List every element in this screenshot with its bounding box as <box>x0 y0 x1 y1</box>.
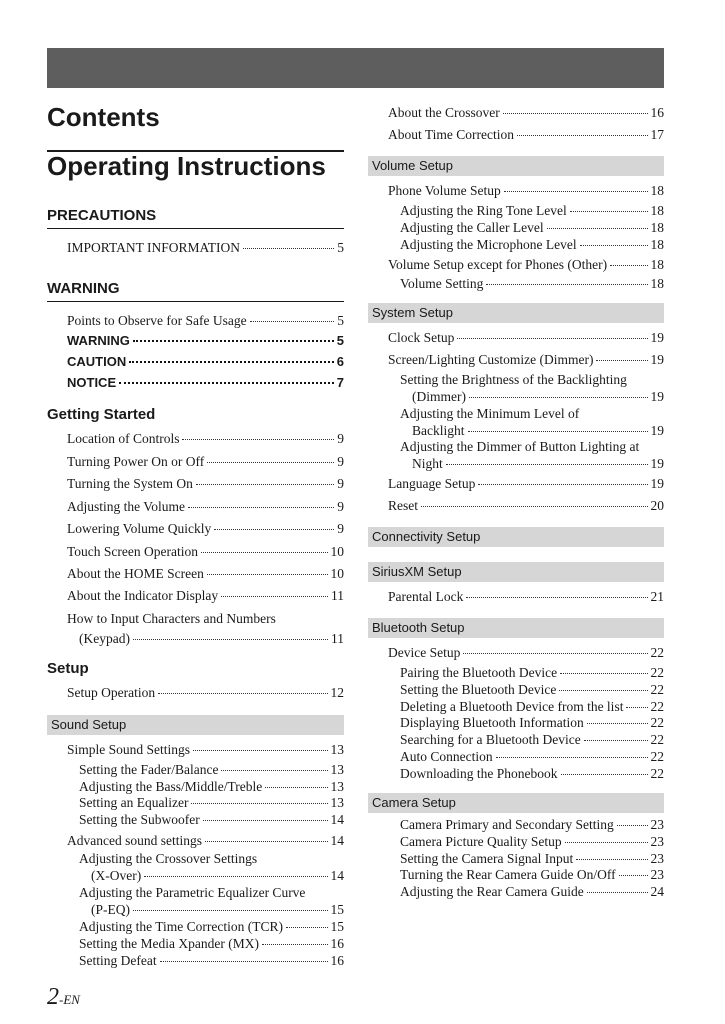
toc-entry-label: Device Setup <box>388 645 461 660</box>
leader-dots <box>584 740 648 741</box>
toc-entry-page: 5 <box>337 313 344 328</box>
leader-dots <box>596 360 647 361</box>
leader-dots <box>193 750 327 751</box>
toc-entry-page: 15 <box>330 919 344 934</box>
toc-entry[interactable] <box>412 423 664 439</box>
toc-entry-label[interactable]: How to Input Characters and Numbers <box>67 611 276 626</box>
toc-entry[interactable] <box>400 682 664 698</box>
toc-entry-page: 21 <box>650 589 664 604</box>
toc-entry-page: 6 <box>336 354 344 369</box>
toc-entry[interactable] <box>400 749 664 765</box>
toc-entry-page: 16 <box>330 953 344 968</box>
leader-dots <box>619 875 648 876</box>
toc-entry[interactable] <box>400 220 664 236</box>
toc-entry[interactable] <box>67 431 344 447</box>
leader-dots <box>561 774 648 775</box>
toc-entry-page: 12 <box>330 685 344 700</box>
leader-dots <box>205 841 328 842</box>
toc-entry-page: 23 <box>650 817 664 832</box>
toc-entry-page: 11 <box>331 588 344 603</box>
page-number-suffix: -EN <box>59 992 80 1007</box>
toc-entry-label: Points to Observe for Safe Usage <box>67 313 247 328</box>
toc-entry-page: 18 <box>650 276 664 291</box>
toc-entry-page: 10 <box>330 544 344 559</box>
section-rule <box>47 228 344 229</box>
toc-entry-label: CAUTION <box>67 354 127 369</box>
leader-dots <box>133 340 334 342</box>
leader-dots <box>201 552 327 553</box>
leader-dots <box>610 265 647 266</box>
leader-dots <box>570 211 648 212</box>
toc-entry-label: Screen/Lighting Customize (Dimmer) <box>388 352 594 367</box>
toc-entry[interactable] <box>67 742 344 758</box>
toc-entry-page: 13 <box>330 779 344 794</box>
section-rule <box>47 301 344 302</box>
toc-entry-label: Turning the System On <box>67 476 193 491</box>
leader-dots <box>119 382 334 384</box>
toc-entry-label[interactable]: Setting the Brightness of the Backlighting <box>400 372 627 387</box>
toc-entry-page: 13 <box>330 795 344 810</box>
page-number-value: 2 <box>47 984 59 1010</box>
toc-entry-label: Downloading the Phonebook <box>400 766 558 781</box>
toc-entry[interactable] <box>79 812 344 828</box>
leader-dots <box>587 892 648 893</box>
toc-entry-label: Night <box>412 456 443 471</box>
leader-dots <box>504 191 648 192</box>
toc-entry-page: 22 <box>650 766 664 781</box>
toc-entry[interactable] <box>67 833 344 849</box>
toc-entry-page: 19 <box>650 476 664 491</box>
leader-dots <box>250 321 335 322</box>
toc-entry-page: 22 <box>650 665 664 680</box>
toc-entry-page: 14 <box>330 833 344 848</box>
toc-entry-label: Touch Screen Operation <box>67 544 199 559</box>
toc-entry-page: 20 <box>650 498 664 513</box>
leader-dots <box>160 961 328 962</box>
leader-dots <box>576 859 647 860</box>
toc-entry[interactable] <box>400 203 664 219</box>
toc-entry-label: (Keypad) <box>79 631 130 646</box>
toc-entry-label: (Dimmer) <box>412 389 466 404</box>
toc-entry[interactable] <box>388 645 664 661</box>
toc-entry-label: WARNING <box>67 333 130 348</box>
toc-entry-label: Displaying Bluetooth Information <box>400 715 584 730</box>
toc-entry-label: Simple Sound Settings <box>67 742 191 757</box>
toc-entry-page: 19 <box>650 389 664 404</box>
leader-dots <box>565 842 648 843</box>
toc-entry[interactable] <box>388 352 664 368</box>
leader-dots <box>188 507 334 508</box>
toc-entry-page: 18 <box>650 257 664 272</box>
section-bar-camera-setup: Camera Setup <box>368 793 664 813</box>
toc-entry[interactable] <box>67 544 344 560</box>
leader-dots <box>466 597 647 598</box>
leader-dots <box>626 707 647 708</box>
toc-entry[interactable] <box>388 127 664 143</box>
toc-entry-page: 22 <box>650 749 664 764</box>
toc-entry[interactable] <box>388 498 664 514</box>
toc-entry-label: About the HOME Screen <box>67 566 204 581</box>
leader-dots <box>265 787 327 788</box>
leader-dots <box>207 462 334 463</box>
toc-entry-label: Language Setup <box>388 476 476 491</box>
toc-entry-page: 9 <box>337 499 344 514</box>
leader-dots <box>182 439 334 440</box>
toc-entry-label: Pairing the Bluetooth Device <box>400 665 558 680</box>
toc-entry-page: 9 <box>337 521 344 536</box>
toc-entry-page: 19 <box>650 330 664 345</box>
toc-entry[interactable] <box>91 868 344 884</box>
toc-entry-page: 22 <box>650 645 664 660</box>
toc-entry-page: 23 <box>650 851 664 866</box>
leader-dots <box>496 757 648 758</box>
section-heading-getting-started: Getting Started <box>47 406 156 423</box>
toc-entry-page: 18 <box>650 220 664 235</box>
toc-entry[interactable] <box>79 762 344 778</box>
leader-dots <box>243 248 334 249</box>
toc-entry-page: 19 <box>650 456 664 471</box>
toc-entry-page: 16 <box>650 105 664 120</box>
leader-dots <box>463 653 647 654</box>
toc-entry-page: 9 <box>337 454 344 469</box>
toc-entry-label[interactable]: Adjusting the Dimmer of Button Lighting at <box>400 439 640 454</box>
toc-entry-label: Setting Defeat <box>79 953 157 968</box>
toc-entry[interactable] <box>79 631 344 647</box>
section-bar-connectivity-setup: Connectivity Setup <box>368 527 664 547</box>
toc-entry-page: 18 <box>650 203 664 218</box>
toc-entry[interactable] <box>400 884 664 900</box>
leader-dots <box>457 338 647 339</box>
toc-entry-page: 14 <box>330 812 344 827</box>
leader-dots <box>560 673 647 674</box>
section-bar-volume-setup: Volume Setup <box>368 156 664 176</box>
toc-entry-label: Location of Controls <box>67 431 180 446</box>
toc-entry-label: Searching for a Bluetooth Device <box>400 732 581 747</box>
toc-entry[interactable] <box>400 665 664 681</box>
toc-entry-label: Setting the Camera Signal Input <box>400 851 574 866</box>
toc-entry-label: (P-EQ) <box>91 902 130 917</box>
leader-dots <box>503 113 648 114</box>
toc-entry[interactable] <box>400 699 664 715</box>
toc-entry[interactable] <box>388 183 664 199</box>
leader-dots <box>478 484 647 485</box>
toc-entry-page: 23 <box>650 834 664 849</box>
toc-entry-page: 13 <box>330 742 344 757</box>
leader-dots <box>559 690 647 691</box>
toc-entry-label: About the Indicator Display <box>67 588 219 603</box>
leader-dots <box>196 484 334 485</box>
toc-entry[interactable] <box>67 566 344 582</box>
toc-entry-label: Setup Operation <box>67 685 156 700</box>
toc-entry-label: IMPORTANT INFORMATION <box>67 240 240 255</box>
toc-entry-label: About Time Correction <box>388 127 515 142</box>
section-bar-bluetooth-setup: Bluetooth Setup <box>368 618 664 638</box>
leader-dots <box>469 397 648 398</box>
section-heading-warning: WARNING <box>47 280 120 297</box>
section-bar-sound-setup: Sound Setup <box>47 715 344 735</box>
leader-dots <box>191 803 327 804</box>
toc-entry[interactable] <box>388 257 664 273</box>
toc-entry[interactable] <box>67 240 344 256</box>
toc-entry-label: Advanced sound settings <box>67 833 202 848</box>
toc-entry-page: 18 <box>650 183 664 198</box>
toc-entry-label[interactable]: Adjusting the Minimum Level of <box>400 406 580 421</box>
toc-entry-label: Adjusting the Rear Camera Guide <box>400 884 584 899</box>
toc-entry-page: 9 <box>337 476 344 491</box>
toc-entry-label: Adjusting the Time Correction (TCR) <box>79 919 283 934</box>
toc-entry[interactable] <box>67 354 344 369</box>
toc-entry-page: 13 <box>330 762 344 777</box>
leader-dots <box>207 574 328 575</box>
toc-entry-label: Setting the Bluetooth Device <box>400 682 557 697</box>
toc-entry-page: 11 <box>331 631 344 646</box>
toc-entry[interactable] <box>400 237 664 253</box>
toc-entry-label: Adjusting the Ring Tone Level <box>400 203 567 218</box>
toc-entry[interactable] <box>79 953 344 969</box>
toc-entry-page: 22 <box>650 699 664 714</box>
toc-entry-page: 22 <box>650 732 664 747</box>
leader-dots <box>133 639 328 640</box>
toc-entry-label: Turning the Rear Camera Guide On/Off <box>400 867 616 882</box>
leader-dots <box>486 284 647 285</box>
toc-entry[interactable] <box>67 588 344 604</box>
toc-entry-label: Backlight <box>412 423 465 438</box>
toc-entry[interactable] <box>388 589 664 605</box>
toc-entry-label: Clock Setup <box>388 330 455 345</box>
toc-entry[interactable] <box>91 902 344 918</box>
leader-dots <box>221 770 327 771</box>
leader-dots <box>214 529 334 530</box>
toc-entry-page: 17 <box>650 127 664 142</box>
leader-dots <box>129 361 334 363</box>
toc-entry-page: 14 <box>330 868 344 883</box>
toc-entry[interactable] <box>67 476 344 492</box>
toc-entry-label: Adjusting the Volume <box>67 499 186 514</box>
toc-entry-page: 24 <box>650 884 664 899</box>
toc-entry-page: 22 <box>650 682 664 697</box>
toc-entry-label: Camera Primary and Secondary Setting <box>400 817 614 832</box>
toc-entry[interactable] <box>412 456 664 472</box>
toc-entry[interactable] <box>79 779 344 795</box>
header-bar <box>47 48 664 88</box>
leader-dots <box>617 825 648 826</box>
leader-dots <box>286 927 328 928</box>
leader-dots <box>580 245 648 246</box>
toc-entry-page: 19 <box>650 352 664 367</box>
leader-dots <box>468 431 648 432</box>
leader-dots <box>262 944 328 945</box>
toc-entry-page: 10 <box>330 566 344 581</box>
toc-entry-label: Phone Volume Setup <box>388 183 501 198</box>
toc-entry-label: Camera Picture Quality Setup <box>400 834 562 849</box>
toc-entry-label: Auto Connection <box>400 749 493 764</box>
page-number <box>47 984 80 1011</box>
toc-entry[interactable] <box>67 454 344 470</box>
toc-entry-label: Reset <box>388 498 418 513</box>
toc-entry[interactable] <box>400 732 664 748</box>
toc-entry[interactable] <box>412 389 664 405</box>
toc-entry-page: 18 <box>650 237 664 252</box>
toc-entry-page: 19 <box>650 423 664 438</box>
toc-entry-label: Setting an Equalizer <box>79 795 189 810</box>
toc-entry-label: About the Crossover <box>388 105 500 120</box>
leader-dots <box>587 723 648 724</box>
page-subtitle: Operating Instructions <box>47 151 326 181</box>
toc-entry-label: Turning Power On or Off <box>67 454 205 469</box>
toc-entry[interactable] <box>400 851 664 867</box>
toc-entry[interactable] <box>388 330 664 346</box>
toc-entry[interactable] <box>79 936 344 952</box>
toc-entry-label: Setting the Subwoofer <box>79 812 200 827</box>
toc-entry-label: NOTICE <box>67 375 117 390</box>
toc-entry[interactable] <box>67 333 344 348</box>
toc-entry[interactable] <box>400 834 664 850</box>
toc-entry-page: 9 <box>337 431 344 446</box>
toc-entry-label[interactable]: Adjusting the Parametric Equalizer Curve <box>79 885 306 900</box>
toc-entry-label: Volume Setup except for Phones (Other) <box>388 257 608 272</box>
toc-entry[interactable] <box>67 313 344 329</box>
leader-dots <box>144 876 327 877</box>
toc-entry[interactable] <box>67 521 344 537</box>
leader-dots <box>547 228 648 229</box>
leader-dots <box>221 596 328 597</box>
section-bar-siriusxm-setup: SiriusXM Setup <box>368 562 664 582</box>
toc-entry[interactable] <box>400 766 664 782</box>
toc-entry[interactable] <box>79 919 344 935</box>
leader-dots <box>133 910 328 911</box>
toc-entry-label: Deleting a Bluetooth Device from the list <box>400 699 624 714</box>
section-heading-precautions: PRECAUTIONS <box>47 207 157 224</box>
toc-entry[interactable] <box>400 817 664 833</box>
toc-entry-page: 5 <box>336 333 344 348</box>
toc-entry[interactable] <box>67 499 344 515</box>
toc-entry-label: Setting the Media Xpander (MX) <box>79 936 259 951</box>
toc-entry-page: 7 <box>336 375 344 390</box>
toc-entry-page: 22 <box>650 715 664 730</box>
toc-entry-label: Lowering Volume Quickly <box>67 521 212 536</box>
toc-entry[interactable] <box>400 715 664 731</box>
toc-entry[interactable] <box>67 375 344 390</box>
toc-entry[interactable] <box>388 105 664 121</box>
toc-entry-label: (X-Over) <box>91 868 142 883</box>
toc-entry-label: Volume Setting <box>400 276 484 291</box>
toc-entry[interactable] <box>79 795 344 811</box>
toc-entry-page: 5 <box>337 240 344 255</box>
toc-entry[interactable] <box>67 685 344 701</box>
leader-dots <box>158 693 327 694</box>
toc-entry[interactable] <box>400 867 664 883</box>
leader-dots <box>446 464 648 465</box>
toc-entry-label: Setting the Fader/Balance <box>79 762 219 777</box>
toc-entry-page: 15 <box>330 902 344 917</box>
section-bar-system-setup: System Setup <box>368 303 664 323</box>
leader-dots <box>203 820 328 821</box>
leader-dots <box>421 506 648 507</box>
toc-entry-label: Adjusting the Caller Level <box>400 220 544 235</box>
toc-entry[interactable] <box>400 276 664 292</box>
leader-dots <box>517 135 647 136</box>
toc-entry-label[interactable]: Adjusting the Crossover Settings <box>79 851 258 866</box>
toc-entry-page: 23 <box>650 867 664 882</box>
toc-entry-label: Parental Lock <box>388 589 464 604</box>
page-title: Contents <box>47 102 160 132</box>
toc-entry-label: Adjusting the Microphone Level <box>400 237 577 252</box>
section-heading-setup: Setup <box>47 660 89 677</box>
toc-entry[interactable] <box>388 476 664 492</box>
toc-entry-label: Adjusting the Bass/Middle/Treble <box>79 779 263 794</box>
toc-entry-page: 16 <box>330 936 344 951</box>
